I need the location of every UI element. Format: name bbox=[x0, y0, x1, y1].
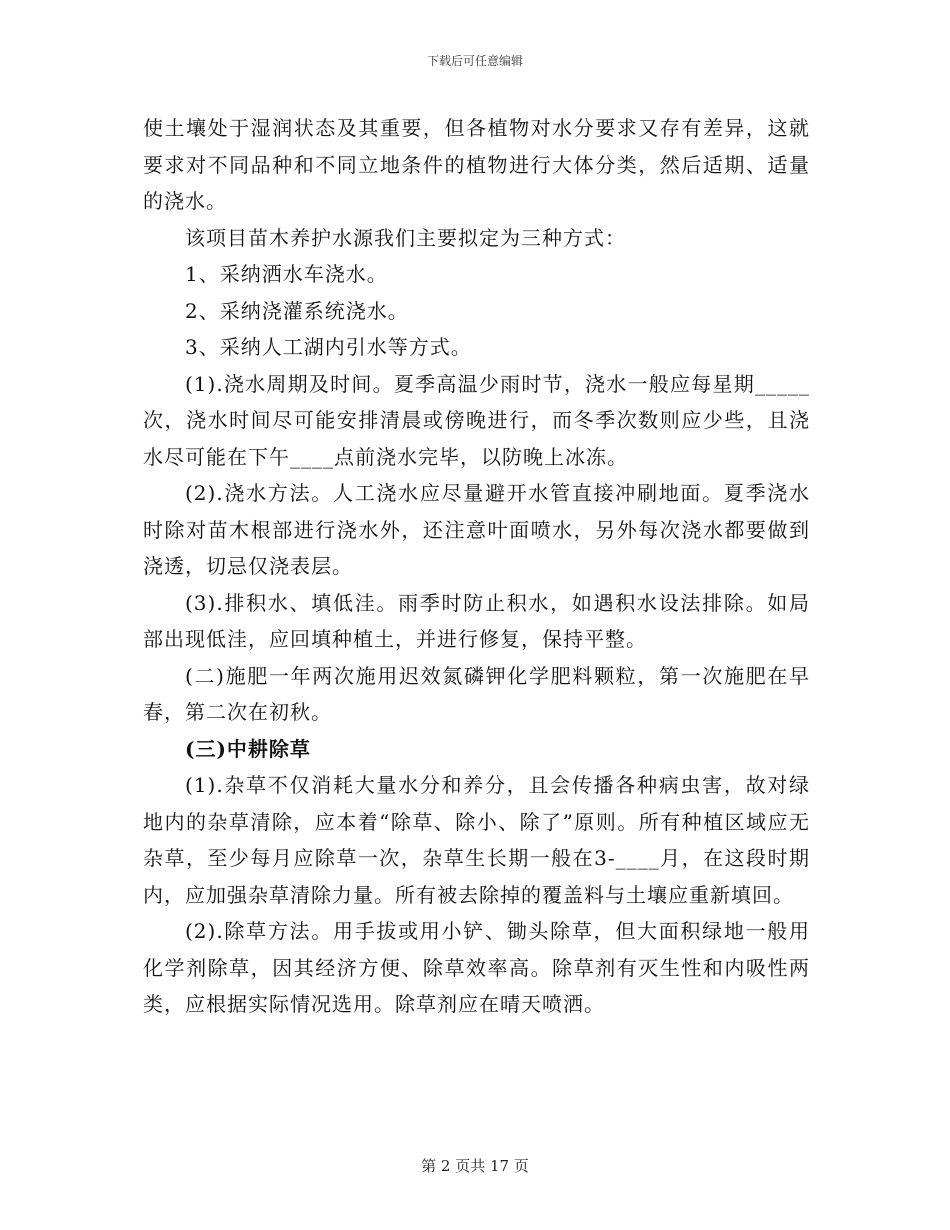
page-header: 下载后可任意编辑 bbox=[426, 54, 523, 68]
paragraph-water-sources: 该项目苗木养护水源我们主要拟定为三种方式： bbox=[185, 225, 626, 250]
paragraph-fertilizing: (二)施肥一年两次施用迟效氮磷钾化学肥料颗粒，第一次施肥在早春，第二次在初秋。 bbox=[143, 663, 810, 724]
list-item-3: 3、采纳人工湖内引水等方式。 bbox=[185, 335, 472, 359]
paragraph-watering-method: (2).浇水方法。人工浇水应尽量避开水管直接冲刷地面。夏季浇水时除对苗木根部进行浇水外，还注意叶面喷水，另外每次浇水都要做到浇透，切忌仅浇表层。 bbox=[143, 481, 810, 578]
section-heading-weeding: (三)中耕除草 bbox=[185, 736, 311, 761]
page-footer: 第 2 页共 17 页 bbox=[421, 1157, 529, 1175]
paragraph-watering-cycle: (1).浇水周期及时间。夏季高温少雨时节，浇水一般应每星期_____次，浇水时间尽可能安排清晨或傍晚进行，而冬季次数则应少些，且浇水尽可能在下午____点前浇水完毕，以防晚上冰冻。 bbox=[143, 371, 810, 469]
paragraph-weeding-method: (2).除草方法。用手拔或用小铲、锄头除草，但大面积绿地一般用化学剂除草，因其经济方便、除草效率高。除草剂有灭生性和内吸性两类，应根据实际情况选用。除草剂应在晴天喷洒。 bbox=[143, 919, 810, 1016]
paragraph-intro: 使土壤处于湿润状态及其重要，但各植物对水分要求又存有差异，这就要求对不同品种和不同立地条件的植物进行大体分类，然后适期、适量的浇水。 bbox=[143, 116, 810, 213]
list-item-1: 1、采纳洒水车浇水。 bbox=[185, 262, 388, 286]
document-body bbox=[143, 110, 810, 1023]
list-item-2: 2、采纳浇灌系统浇水。 bbox=[185, 298, 409, 323]
paragraph-drainage: (3).排积水、填低洼。雨季时防止积水，如遇积水设法排除。如局部出现低洼，应回填种植土，并进行修复，保持平整。 bbox=[143, 590, 810, 651]
paragraph-weeds: (1).杂草不仅消耗大量水分和养分，且会传播各种病虫害，故对绿地内的杂草清除，应本着“除草、除小、除了”原则。所有种植区域应无杂草，至少每月应除草一次，杂草生长期一般在3-____月，在这段时期内，应加强杂草清除力量。所有被去除掉的覆盖料与土壤应重新填回。 bbox=[143, 773, 810, 907]
